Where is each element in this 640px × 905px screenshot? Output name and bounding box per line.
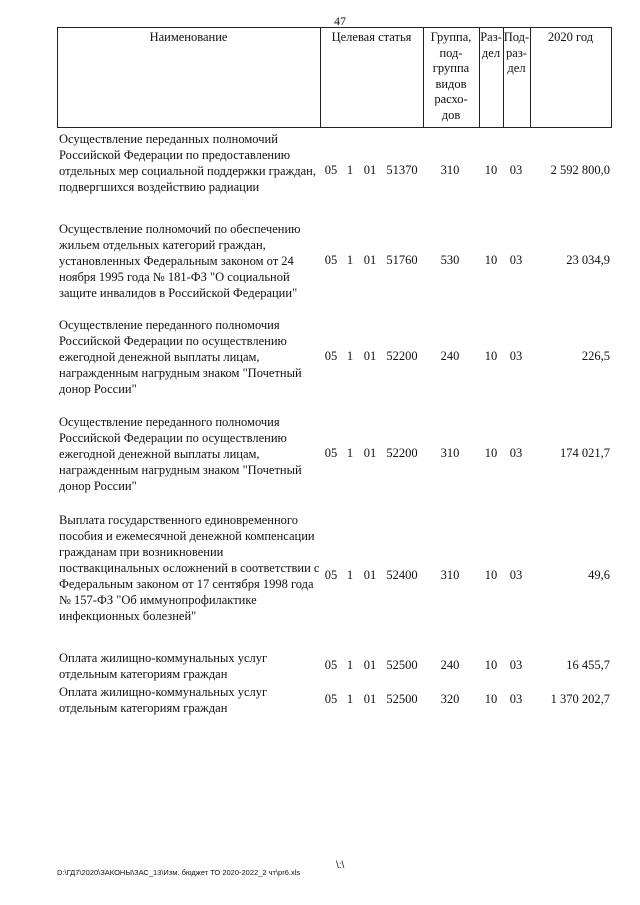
row-section: 10 (484, 568, 498, 582)
row-event: 01 (363, 349, 377, 363)
row-name: Выплата государственного единовременного пособия и ежемесячной денежной компенсации гражданам при возникновении поствакцинальных осложнений в соответствии с Федеральным законом от 17 сентября 1998 года № 157-ФЗ "Об иммунопрофилактике инфекционных болезней" (59, 513, 320, 623)
header-year: 2020 год (547, 30, 594, 44)
row-program: 05 (324, 253, 338, 267)
row-event: 01 (363, 692, 377, 706)
row-amount: 49,6 (588, 568, 610, 582)
table-row (0, 650, 640, 682)
row-group: 310 (440, 163, 460, 177)
row-subsection: 03 (509, 349, 523, 363)
row-direction: 52500 (386, 658, 418, 672)
row-name: Оплата жилищно-коммунальных услуг отдельным категориям граждан (59, 651, 268, 681)
row-name: Оплата жилищно-коммунальных услуг отдельным категориям граждан (59, 685, 268, 715)
header-target-article: Целевая статья (331, 30, 412, 44)
header-group: Группа, под- группа видов расхо- дов (430, 30, 472, 122)
row-direction: 51370 (386, 163, 418, 177)
row-subprogram: 1 (346, 163, 354, 177)
row-direction: 51760 (386, 253, 418, 267)
row-event: 01 (363, 568, 377, 582)
row-direction: 52200 (386, 349, 418, 363)
header-section: Раз- дел (480, 30, 502, 60)
row-program: 05 (324, 692, 338, 706)
page-number: 47 (334, 14, 346, 28)
row-group: 310 (440, 568, 460, 582)
row-subsection: 03 (509, 692, 523, 706)
row-program: 05 (324, 446, 338, 460)
row-group: 240 (440, 658, 460, 672)
table-row (0, 221, 640, 301)
header-name: Наименование (149, 30, 228, 44)
row-group: 240 (440, 349, 460, 363)
row-event: 01 (363, 446, 377, 460)
row-subprogram: 1 (346, 349, 354, 363)
row-event: 01 (363, 658, 377, 672)
handwritten-mark: \:\ (336, 860, 345, 871)
row-subsection: 03 (509, 446, 523, 460)
table-row (0, 414, 640, 494)
row-amount: 2 592 800,0 (550, 163, 610, 177)
row-direction: 52500 (386, 692, 418, 706)
table-row (0, 512, 640, 640)
row-group: 530 (440, 253, 460, 267)
table-row (0, 317, 640, 397)
header-divider (611, 27, 612, 127)
header-top-border (57, 27, 612, 28)
header-bottom-border (57, 127, 612, 128)
row-name: Осуществление переданного полномочия Российской Федерации по осуществлению ежегодной денежной выплаты лицам, награжденным нагрудным знаком "Почетный донор России" (59, 318, 302, 396)
row-group: 320 (440, 692, 460, 706)
row-amount: 174 021,7 (560, 446, 610, 460)
row-event: 01 (363, 163, 377, 177)
row-section: 10 (484, 658, 498, 672)
row-amount: 226,5 (581, 349, 610, 363)
row-subsection: 03 (509, 568, 523, 582)
row-subsection: 03 (509, 253, 523, 267)
row-amount: 23 034,9 (566, 253, 610, 267)
row-section: 10 (484, 692, 498, 706)
table-row (0, 684, 640, 716)
row-name: Осуществление переданных полномочий Российской Федерации по предоставлению отдельных мер социальной поддержки граждан, подвергшихся воздействию радиации (59, 132, 316, 194)
row-group: 310 (440, 446, 460, 460)
file-path-footer: D:\ГД7\2020\ЗАКОНЫ\ЗАС_13\Изм. бюджет ТО 2020-2022_2 чт\pr6.xls (57, 868, 301, 877)
row-subsection: 03 (509, 658, 523, 672)
row-amount: 1 370 202,7 (550, 692, 610, 706)
row-subprogram: 1 (346, 446, 354, 460)
row-program: 05 (324, 568, 338, 582)
row-direction: 52200 (386, 446, 418, 460)
row-section: 10 (484, 163, 498, 177)
row-name: Осуществление переданного полномочия Российской Федерации по осуществлению ежегодной денежной выплаты лицам, награжденным нагрудным знаком "Почетный донор России" (59, 415, 302, 493)
row-name: Осуществление полномочий по обеспечению жильем отдельных категорий граждан, установленных Федеральным законом от 24 ноября 1995 года № 181-ФЗ "О социальной защите инвалидов в Российской Федерации" (59, 222, 301, 300)
row-section: 10 (484, 446, 498, 460)
row-program: 05 (324, 163, 338, 177)
row-program: 05 (324, 349, 338, 363)
row-section: 10 (484, 349, 498, 363)
row-subsection: 03 (509, 163, 523, 177)
row-subprogram: 1 (346, 692, 354, 706)
row-subprogram: 1 (346, 253, 354, 267)
table-row (0, 131, 640, 211)
header-subsection: Под- раз- дел (503, 30, 530, 75)
row-program: 05 (324, 658, 338, 672)
row-direction: 52400 (386, 568, 418, 582)
row-amount: 16 455,7 (566, 658, 610, 672)
row-event: 01 (363, 253, 377, 267)
row-subprogram: 1 (346, 658, 354, 672)
row-subprogram: 1 (346, 568, 354, 582)
row-section: 10 (484, 253, 498, 267)
